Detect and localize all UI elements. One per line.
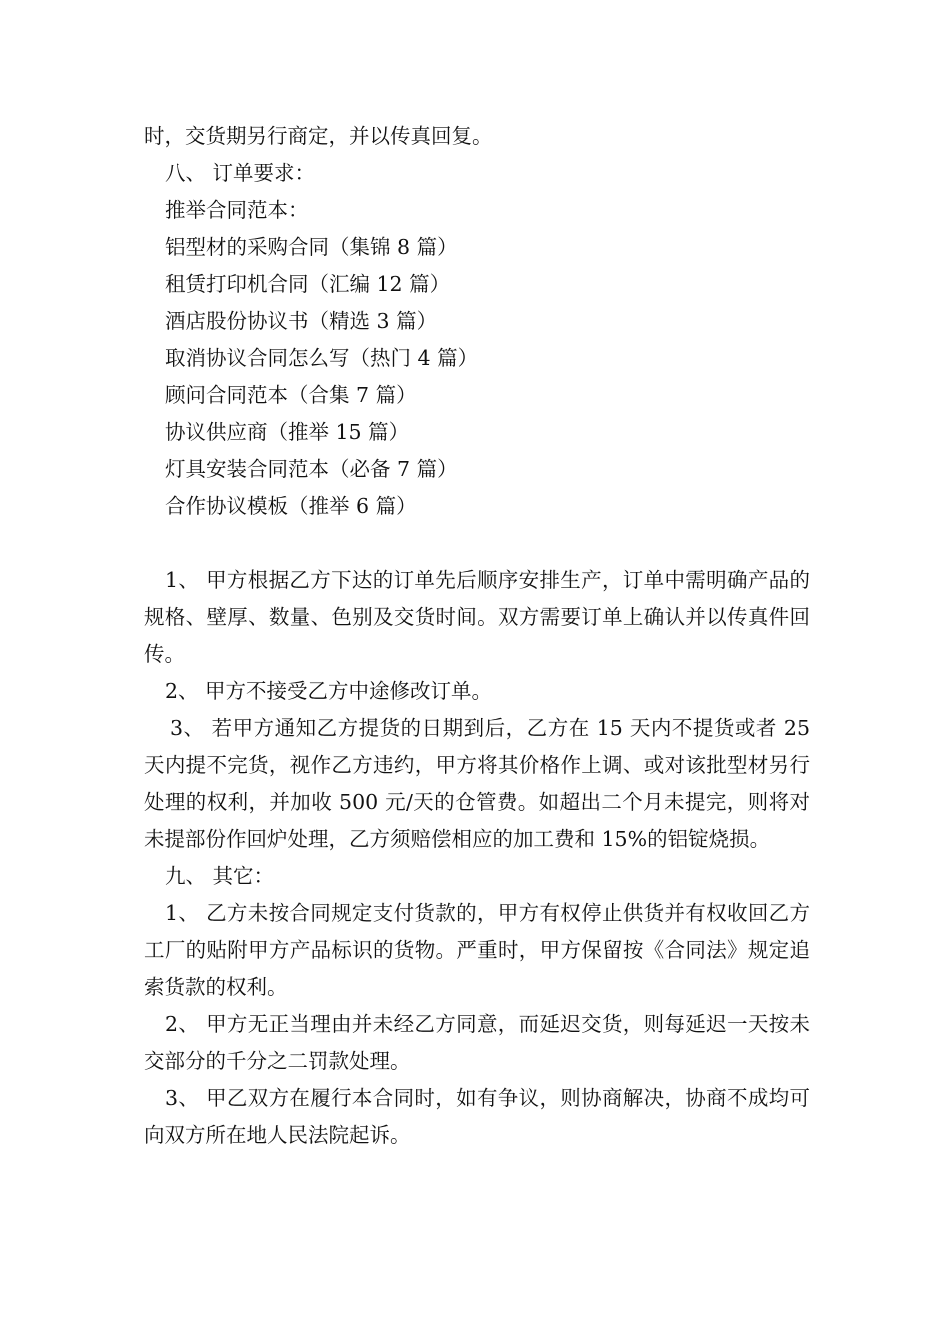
section-9-item-1: 1、 乙方未按合同规定支付货款的，甲方有权停止供货并有权收回乙方工厂的贴附甲方产品标识的货物。严重时，甲方保留按《合同法》规定追索货款的权利。	[144, 901, 810, 999]
recommend-link[interactable]: 协议供应商（推举 15 篇）	[165, 420, 410, 444]
document-page	[144, 118, 810, 1154]
recommend-link[interactable]: 租赁打印机合同（汇编 12 篇）	[165, 272, 451, 296]
blank-line	[144, 525, 810, 562]
recommend-link[interactable]: 顾问合同范本（合集 7 篇）	[165, 383, 417, 407]
recommend-heading: 推举合同范本：	[165, 198, 309, 222]
section-8-item-3: 3、 若甲方通知乙方提货的日期到后，乙方在 15 天内不提货或者 25 天内提不完货，视作乙方违约，甲方将其价格作上调、或对该批型材另行处理的权利，并加收 500 元/天的仓管费。如超出二个月未提完，则将对未提部份作回炉处理，乙方须赔偿相应的加工费和 15%的铝锭烧损。	[144, 716, 810, 851]
section-8-item-2: 2、 甲方不接受乙方中途修改订单。	[165, 679, 493, 703]
recommend-link[interactable]: 灯具安装合同范本（必备 7 篇）	[165, 457, 458, 481]
section-8-item-1: 1、 甲方根据乙方下达的订单先后顺序安排生产，订单中需明确产品的规格、壁厚、数量、色别及交货时间。双方需要订单上确认并以传真件回传。	[144, 568, 810, 666]
section-9-item-3: 3、 甲乙双方在履行本合同时，如有争议，则协商解决，协商不成均可向双方所在地人民法院起诉。	[144, 1086, 810, 1147]
section-8-heading: 八、 订单要求：	[165, 161, 316, 185]
section-9-heading: 九、 其它：	[165, 864, 275, 888]
continuation-line: 时，交货期另行商定，并以传真回复。	[144, 124, 493, 148]
recommend-link[interactable]: 酒店股份协议书（精选 3 篇）	[165, 309, 438, 333]
recommend-link[interactable]: 取消协议合同怎么写（热门 4 篇）	[165, 346, 479, 370]
recommend-link[interactable]: 合作协议模板（推举 6 篇）	[165, 494, 417, 518]
recommend-link[interactable]: 铝型材的采购合同（集锦 8 篇）	[165, 235, 458, 259]
section-9-item-2: 2、 甲方无正当理由并未经乙方同意，而延迟交货，则每延迟一天按未交部分的千分之二罚款处理。	[144, 1012, 810, 1073]
